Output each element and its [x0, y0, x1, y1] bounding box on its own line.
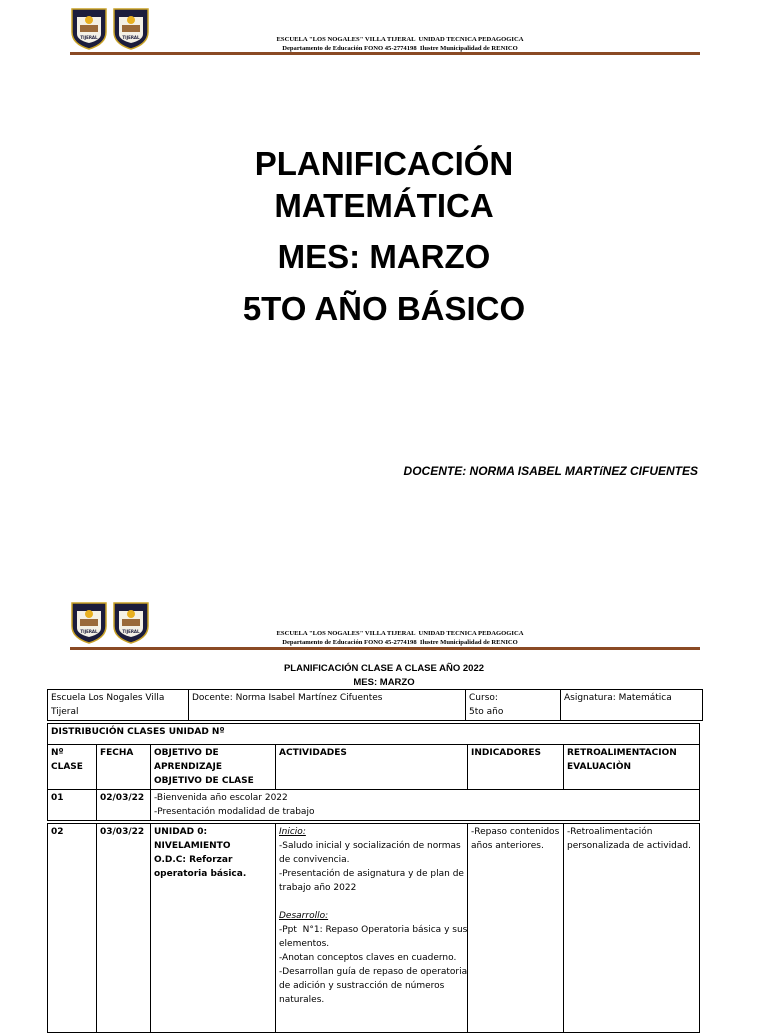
school-logo-right	[113, 602, 149, 644]
info-school: Escuela Los Nogales Villa Tijeral	[47, 689, 189, 721]
school-crest-icon	[113, 8, 149, 50]
plan-month: MES: MARZO	[353, 677, 415, 688]
row-2-feedback: -Retroalimentación personalizada de actividad.	[563, 823, 700, 1033]
cover-title-line-1: PLANIFICACIÓN	[254, 145, 514, 182]
activities-start-label: Inicio:	[279, 827, 306, 837]
svg-text:TIJERAL: TIJERAL	[122, 35, 140, 40]
row-2-indicators: -Repaso contenidos años anteriores.	[467, 823, 564, 1033]
svg-text:TIJERAL: TIJERAL	[80, 629, 98, 634]
row-2-activities: Inicio: -Saludo inicial y socialización de normas de convivencia. -Presentación de asignatura y de plan de trabajo año 2022 Desarrollo: -Ppt N°1: Repaso Operatoria básica y sus elementos. -Anotan conceptos claves en cuaderno. -Desarrollan guía de repaso de operatoria de adición y sustracción de números naturales.	[275, 823, 468, 1033]
row-1-date: 02/03/22	[96, 789, 151, 821]
info-course: Curso: 5to año	[465, 689, 561, 721]
cover-title-line-3: MES: MARZO	[277, 238, 491, 275]
row-1-content: -Bienvenida año escolar 2022 -Presentación modalidad de trabajo	[150, 789, 700, 821]
school-crest-icon	[71, 8, 107, 50]
col-date: FECHA	[96, 744, 151, 790]
header-divider	[70, 52, 700, 55]
school-crest-icon	[113, 602, 149, 644]
plan-title: PLANIFICACIÓN CLASE A CLASE AÑO 2022	[283, 663, 485, 674]
cover-title-line-4: 5TO AÑO BÁSICO	[242, 290, 526, 327]
row-2-date: 03/03/22	[96, 823, 151, 1033]
svg-text:TIJERAL: TIJERAL	[122, 629, 140, 634]
school-logo-right	[113, 8, 149, 50]
col-feedback: RETROALIMENTACION EVALUACIÒN	[563, 744, 700, 790]
page-header-2	[0, 602, 768, 652]
school-logo-left	[71, 8, 107, 50]
teacher-name: DOCENTE: NORMA ISABEL MARTíNEZ CIFUENTES	[403, 464, 698, 478]
distribution-row: DISTRIBUCIÓN CLASES UNIDAD Nº	[47, 723, 700, 745]
svg-text:TIJERAL: TIJERAL	[80, 35, 98, 40]
row-2-num: 02	[47, 823, 97, 1033]
activities-dev-label: Desarrollo:	[279, 911, 329, 921]
school-crest-icon	[71, 602, 107, 644]
header-divider	[70, 647, 700, 650]
row-2-objective: UNIDAD 0: NIVELAMIENTO O.D.C: Reforzar operatoria básica.	[150, 823, 276, 1033]
col-objective: OBJETIVO DE APRENDIZAJE OBJETIVO DE CLASE	[150, 744, 276, 790]
page-header	[0, 8, 768, 58]
col-indicators: INDICADORES	[467, 744, 564, 790]
header-text: ESCUELA "LOS NOGALES" VILLA TIJERAL UNIDAD TECNICA PEDAGOGICA Departamento de Educación FONO 45-2774198 Ilustre Municipalidad de RENICO	[276, 36, 524, 52]
cover-title-line-2: MATEMÁTICA	[274, 187, 494, 224]
col-num: Nº CLASE	[47, 744, 97, 790]
school-logo-left	[71, 602, 107, 644]
row-1-num: 01	[47, 789, 97, 821]
col-activities: ACTIVIDADES	[275, 744, 468, 790]
info-subject: Asignatura: Matemática	[560, 689, 703, 721]
header-text: ESCUELA "LOS NOGALES" VILLA TIJERAL UNIDAD TECNICA PEDAGOGICA Departamento de Educación FONO 45-2774198 Ilustre Municipalidad de RENICO	[276, 630, 524, 646]
info-teacher: Docente: Norma Isabel Martínez Cifuentes	[188, 689, 466, 721]
